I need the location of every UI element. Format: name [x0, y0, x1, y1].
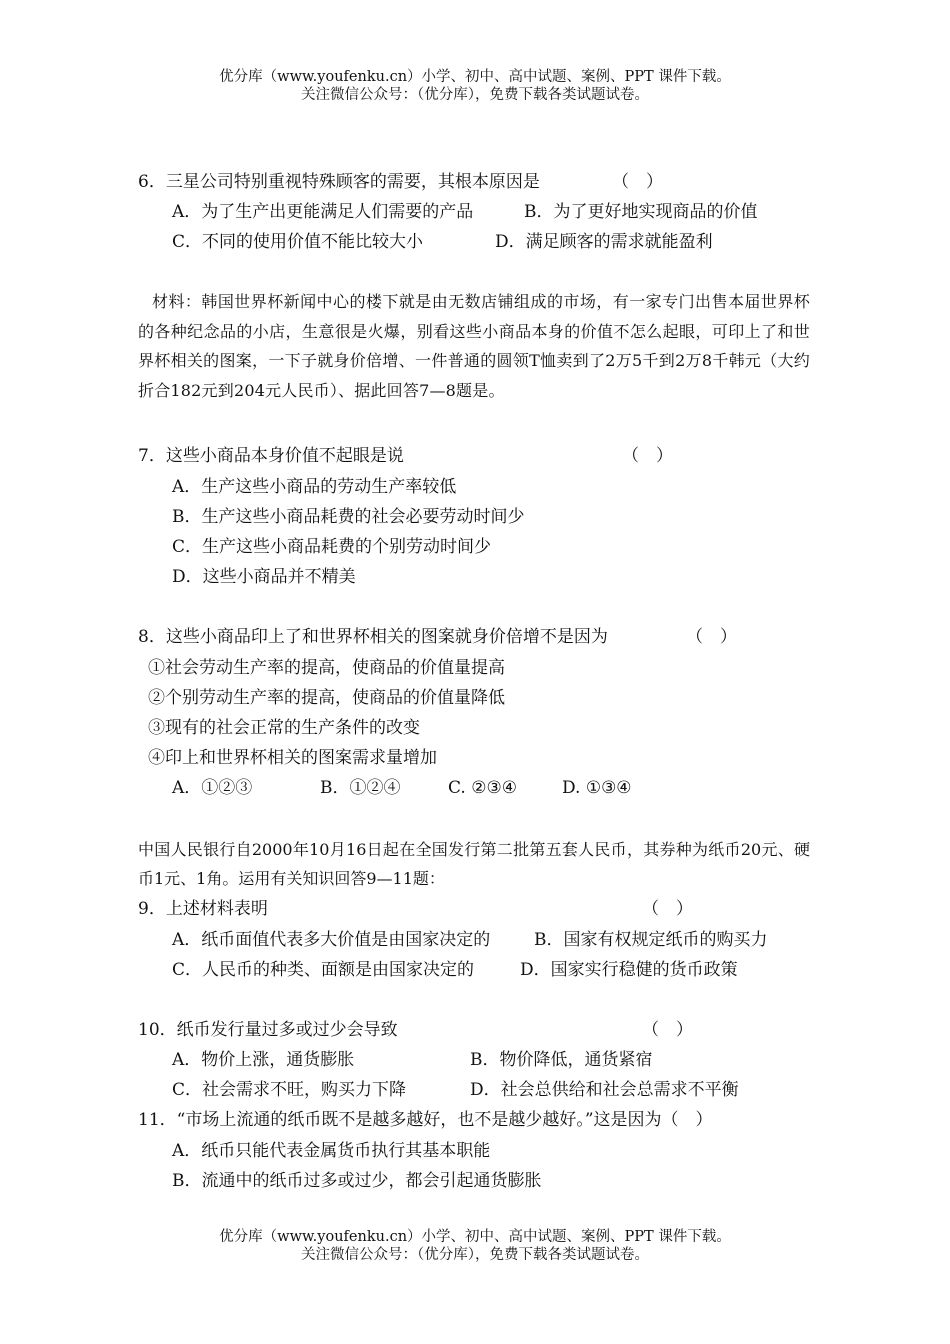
q10-option-d: D．社会总供给和社会总需求不平衡 — [470, 1080, 739, 1100]
q6-answer-blank: （ ） — [612, 172, 663, 192]
q8-option-b: B．①②④ — [320, 778, 401, 798]
q8-stem: 8．这些小商品印上了和世界杯相关的图案就身价倍增不是因为 — [138, 627, 608, 647]
q9-stem: 9．上述材料表明 — [138, 899, 268, 919]
q8-item-2: ②个别劳动生产率的提高，使商品的价值量降低 — [148, 688, 505, 708]
q11-option-a: A．纸币只能代表金属货币执行其基本职能 — [172, 1141, 491, 1161]
q7-answer-blank: （ ） — [622, 446, 673, 466]
q7-stem: 7．这些小商品本身价值不起眼是说 — [138, 446, 404, 466]
header-line-1: 优分库（www.youfenku.cn）小学、初中、高中试题、案例、PPT 课件下载。 — [219, 69, 731, 85]
q11-option-b: B．流通中的纸币过多或过少，都会引起通货膨胀 — [172, 1171, 542, 1191]
q6-option-d: D．满足顾客的需求就能盈利 — [495, 232, 713, 252]
q10-answer-blank: （ ） — [642, 1020, 693, 1040]
q6-option-c: C．不同的使用价值不能比较大小 — [172, 232, 424, 252]
page-footer — [0, 1228, 950, 1264]
q9-option-d: D．国家实行稳健的货币政策 — [520, 960, 738, 980]
material-paragraph-1: 材料：韩国世界杯新闻中心的楼下就是由无数店铺组成的市场，有一家专门出售本届世界杯的各种纪念品的小店，生意很是火爆，别看这些小商品本身的价值不怎么起眼，可印上了和世界杯相关的图案，一下子就身价倍增、一件普通的圆领T恤卖到了2万5千到2万8千韩元（大约折合182元到204元人民币）、据此回答7—8题是。 — [138, 292, 810, 400]
q8-item-3: ③现有的社会正常的生产条件的改变 — [148, 718, 420, 738]
q8-option-c: C. ②③④ — [448, 778, 517, 798]
q9-option-a: A．纸币面值代表多大价值是由国家决定的 — [172, 930, 491, 950]
page-header — [0, 68, 950, 104]
q8-item-1: ①社会劳动生产率的提高，使商品的价值量提高 — [148, 658, 505, 678]
q8-option-d: D. ①③④ — [562, 778, 632, 798]
q10-option-a: A．物价上涨，通货膨胀 — [172, 1050, 355, 1070]
q8-option-a: A．①②③ — [172, 778, 253, 798]
q6-option-b: B．为了更好地实现商品的价值 — [524, 202, 758, 222]
q11-stem: 11．“市场上流通的纸币既不是越多越好，也不是越少越好。”这是因为（ ） — [138, 1110, 713, 1130]
q7-option-d: D．这些小商品并不精美 — [172, 567, 356, 587]
q9-option-b: B．国家有权规定纸币的购买力 — [534, 930, 768, 950]
footer-line-1: 优分库（www.youfenku.cn）小学、初中、高中试题、案例、PPT 课件下载。 — [219, 1229, 731, 1245]
q6-stem: 6．三星公司特别重视特殊顾客的需要，其根本原因是 — [138, 172, 540, 192]
q7-option-c: C．生产这些小商品耗费的个别劳动时间少 — [172, 537, 492, 557]
footer-line-2: 关注微信公众号：（优分库），免费下载各类试题试卷。 — [301, 1247, 649, 1263]
q8-answer-blank: （ ） — [686, 627, 737, 647]
q8-item-4: ④印上和世界杯相关的图案需求量增加 — [148, 748, 437, 768]
q10-option-b: B．物价降低，通货紧宿 — [470, 1050, 653, 1070]
q6-option-a: A．为了生产出更能满足人们需要的产品 — [172, 202, 474, 222]
q9-option-c: C．人民币的种类、面额是由国家决定的 — [172, 960, 475, 980]
q7-option-a: A．生产这些小商品的劳动生产率较低 — [172, 477, 457, 497]
q10-option-c: C．社会需求不旺，购买力下降 — [172, 1080, 407, 1100]
material-paragraph-2: 中国人民银行自2000年10月16日起在全国发行第二批第五套人民币，其券种为纸币20元、硬币1元、1角。运用有关知识回答9—11题： — [138, 840, 810, 888]
header-line-2: 关注微信公众号：（优分库），免费下载各类试题试卷。 — [301, 87, 649, 103]
q9-answer-blank: （ ） — [642, 899, 693, 919]
q7-option-b: B．生产这些小商品耗费的社会必要劳动时间少 — [172, 507, 525, 527]
q10-stem: 10．纸币发行量过多或过少会导致 — [138, 1020, 398, 1040]
